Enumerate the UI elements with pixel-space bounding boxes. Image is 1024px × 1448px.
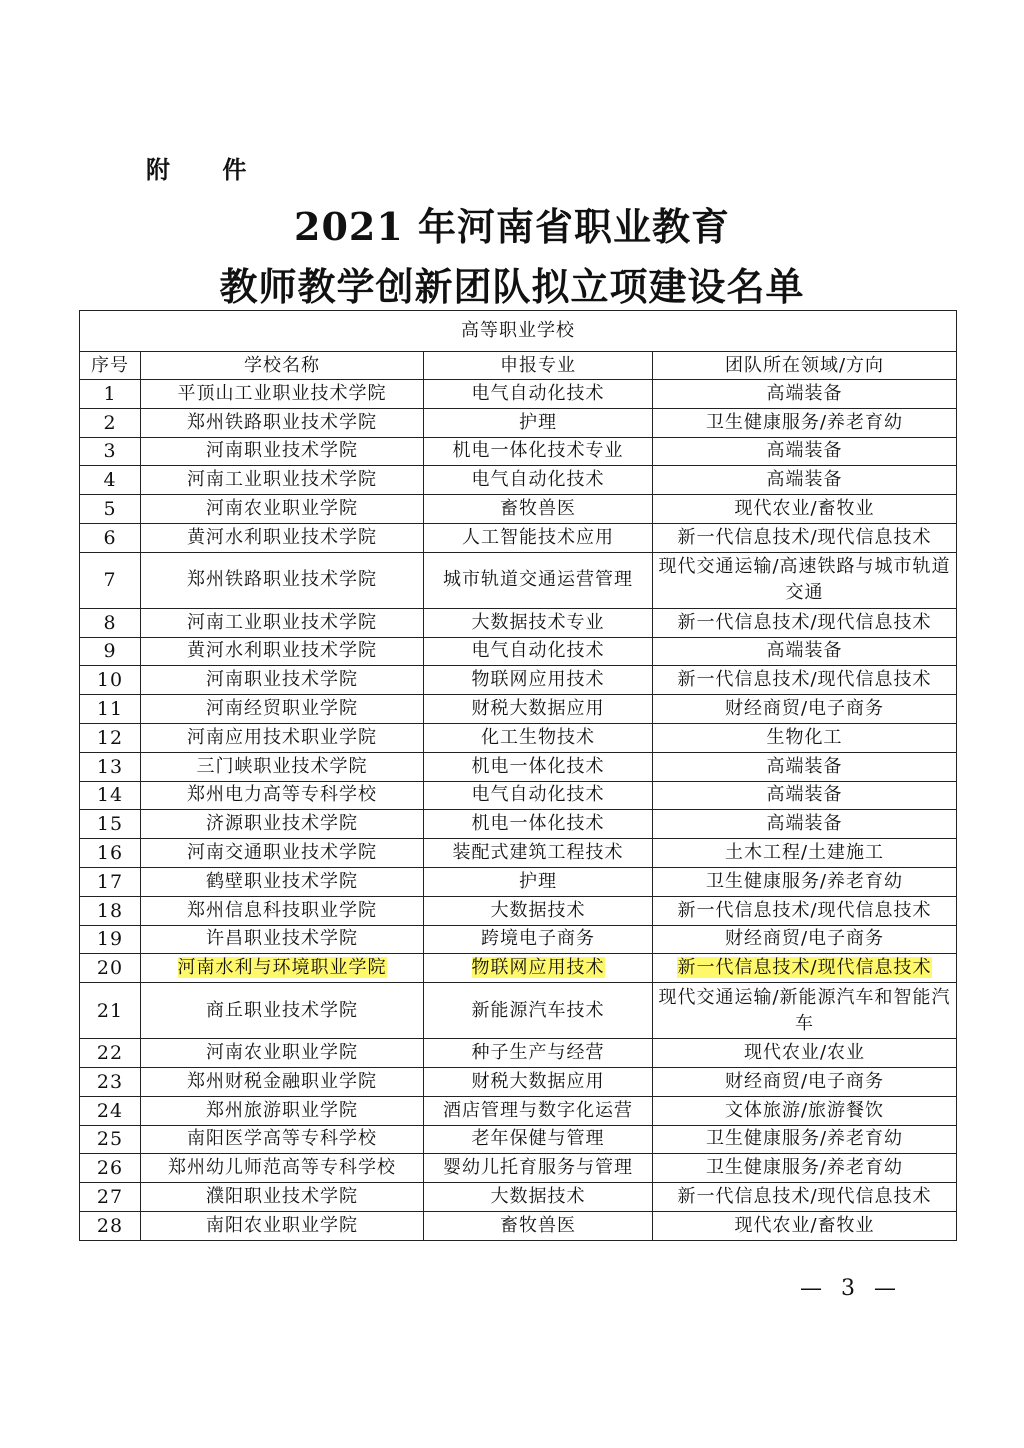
cell-field: 新一代信息技术/现代信息技术 (653, 523, 957, 552)
cell-major: 财税大数据应用 (424, 695, 653, 724)
cell-field: 新一代信息技术/现代信息技术 (653, 608, 957, 637)
table-row (80, 983, 957, 1039)
cell-major: 城市轨道交通运营管理 (424, 552, 653, 608)
cell-school: 黄河水利职业技术学院 (141, 637, 424, 666)
cell-school: 许昌职业技术学院 (141, 925, 424, 954)
table-row (80, 466, 957, 495)
header-major: 申报专业 (424, 352, 653, 380)
table-row (80, 1125, 957, 1154)
table-row (80, 666, 957, 695)
cell-school: 郑州铁路职业技术学院 (141, 552, 424, 608)
table-row (80, 781, 957, 810)
cell-field: 财经商贸/电子商务 (653, 695, 957, 724)
header-school: 学校名称 (141, 352, 424, 380)
cell-field: 财经商贸/电子商务 (653, 925, 957, 954)
cell-major: 畜牧兽医 (424, 495, 653, 524)
cell-major: 电气自动化技术 (424, 781, 653, 810)
cell-school: 郑州信息科技职业学院 (141, 896, 424, 925)
cell-field: 新一代信息技术/现代信息技术 (653, 666, 957, 695)
cell-school (141, 954, 424, 983)
cell-field: 新一代信息技术/现代信息技术 (653, 896, 957, 925)
category-label: 高等职业学校 (80, 311, 957, 352)
team-list-table (79, 310, 957, 1241)
cell-school: 平顶山工业职业技术学院 (141, 380, 424, 409)
table-row (80, 1183, 957, 1212)
cell-field: 现代交通运输/新能源汽车和智能汽车 (653, 983, 957, 1039)
cell-major: 畜牧兽医 (424, 1211, 653, 1240)
cell-field: 卫生健康服务/养老育幼 (653, 1125, 957, 1154)
table-row (80, 1154, 957, 1183)
cell-field: 高端装备 (653, 380, 957, 409)
highlight-mark: 河南水利与环境职业学院 (177, 957, 387, 979)
table-row (80, 1211, 957, 1240)
cell-seq: 25 (80, 1125, 141, 1154)
cell-field: 文体旅游/旅游餐饮 (653, 1096, 957, 1125)
cell-seq: 2 (80, 408, 141, 437)
cell-seq: 13 (80, 752, 141, 781)
cell-seq: 27 (80, 1183, 141, 1212)
cell-seq: 8 (80, 608, 141, 637)
table-row (80, 495, 957, 524)
cell-school: 鹤壁职业技术学院 (141, 867, 424, 896)
cell-major: 老年保健与管理 (424, 1125, 653, 1154)
cell-seq: 21 (80, 983, 141, 1039)
table-row (80, 695, 957, 724)
cell-field: 现代农业/农业 (653, 1039, 957, 1068)
cell-school: 郑州电力高等专科学校 (141, 781, 424, 810)
cell-school: 南阳农业职业学院 (141, 1211, 424, 1240)
table-body (80, 380, 957, 1241)
cell-school: 黄河水利职业技术学院 (141, 523, 424, 552)
cell-seq: 9 (80, 637, 141, 666)
cell-seq: 10 (80, 666, 141, 695)
cell-field: 卫生健康服务/养老育幼 (653, 1154, 957, 1183)
cell-seq: 15 (80, 810, 141, 839)
cell-major: 婴幼儿托育服务与管理 (424, 1154, 653, 1183)
cell-field: 新一代信息技术/现代信息技术 (653, 1183, 957, 1212)
cell-school: 河南应用技术职业学院 (141, 723, 424, 752)
cell-field: 现代交通运输/高速铁路与城市轨道交通 (653, 552, 957, 608)
cell-school: 郑州财税金融职业学院 (141, 1067, 424, 1096)
table-row (80, 408, 957, 437)
cell-seq: 24 (80, 1096, 141, 1125)
cell-field: 土木工程/土建施工 (653, 839, 957, 868)
cell-major: 跨境电子商务 (424, 925, 653, 954)
highlight-mark: 物联网应用技术 (471, 957, 605, 979)
cell-school: 河南交通职业技术学院 (141, 839, 424, 868)
cell-major: 机电一体化技术 (424, 752, 653, 781)
cell-school: 河南农业职业学院 (141, 1039, 424, 1068)
cell-school: 河南职业技术学院 (141, 666, 424, 695)
table-row (80, 896, 957, 925)
document-title-line1: 2021 年河南省职业教育 (294, 204, 730, 249)
cell-seq: 17 (80, 867, 141, 896)
table-row (80, 380, 957, 409)
cell-seq: 3 (80, 437, 141, 466)
cell-field: 卫生健康服务/养老育幼 (653, 867, 957, 896)
cell-school: 郑州旅游职业学院 (141, 1096, 424, 1125)
cell-major: 新能源汽车技术 (424, 983, 653, 1039)
cell-major: 大数据技术专业 (424, 608, 653, 637)
cell-major: 机电一体化技术专业 (424, 437, 653, 466)
table-row (80, 523, 957, 552)
cell-major: 护理 (424, 867, 653, 896)
cell-seq: 11 (80, 695, 141, 724)
cell-major: 电气自动化技术 (424, 380, 653, 409)
cell-major: 酒店管理与数字化运营 (424, 1096, 653, 1125)
table-row (80, 552, 957, 608)
cell-school: 郑州铁路职业技术学院 (141, 408, 424, 437)
cell-field: 现代农业/畜牧业 (653, 495, 957, 524)
cell-field: 高端装备 (653, 781, 957, 810)
cell-major: 装配式建筑工程技术 (424, 839, 653, 868)
table-row (80, 637, 957, 666)
cell-seq: 5 (80, 495, 141, 524)
table-row (80, 1067, 957, 1096)
cell-field: 生物化工 (653, 723, 957, 752)
cell-major: 种子生产与经营 (424, 1039, 653, 1068)
cell-field: 高端装备 (653, 752, 957, 781)
cell-major: 护理 (424, 408, 653, 437)
cell-seq: 28 (80, 1211, 141, 1240)
cell-seq: 16 (80, 839, 141, 868)
cell-major (424, 954, 653, 983)
cell-major: 电气自动化技术 (424, 466, 653, 495)
cell-seq: 23 (80, 1067, 141, 1096)
table-row (80, 954, 957, 983)
table-row (80, 925, 957, 954)
cell-major: 大数据技术 (424, 896, 653, 925)
cell-school: 郑州幼儿师范高等专科学校 (141, 1154, 424, 1183)
cell-field: 卫生健康服务/养老育幼 (653, 408, 957, 437)
cell-school: 河南农业职业学院 (141, 495, 424, 524)
cell-school: 河南职业技术学院 (141, 437, 424, 466)
table-row (80, 437, 957, 466)
highlight-mark: 新一代信息技术/现代信息技术 (677, 957, 932, 979)
cell-major: 大数据技术 (424, 1183, 653, 1212)
cell-seq: 26 (80, 1154, 141, 1183)
table-row (80, 752, 957, 781)
document-title-line2: 教师教学创新团队拟立项建设名单 (219, 264, 805, 309)
table-row (80, 867, 957, 896)
header-field: 团队所在领域/方向 (653, 352, 957, 380)
cell-field: 高端装备 (653, 437, 957, 466)
cell-seq: 6 (80, 523, 141, 552)
table-row (80, 810, 957, 839)
cell-field (653, 954, 957, 983)
table-row (80, 723, 957, 752)
cell-major: 人工智能技术应用 (424, 523, 653, 552)
cell-field: 财经商贸/电子商务 (653, 1067, 957, 1096)
cell-seq: 18 (80, 896, 141, 925)
table-row (80, 1039, 957, 1068)
page-number: — 3 — (800, 1276, 902, 1301)
cell-major: 物联网应用技术 (424, 666, 653, 695)
cell-field: 高端装备 (653, 466, 957, 495)
header-row (80, 352, 957, 380)
cell-field: 现代农业/畜牧业 (653, 1211, 957, 1240)
cell-seq: 19 (80, 925, 141, 954)
cell-school: 河南经贸职业学院 (141, 695, 424, 724)
cell-school: 济源职业技术学院 (141, 810, 424, 839)
cell-seq: 22 (80, 1039, 141, 1068)
cell-major: 机电一体化技术 (424, 810, 653, 839)
cell-major: 财税大数据应用 (424, 1067, 653, 1096)
cell-school: 三门峡职业技术学院 (141, 752, 424, 781)
cell-seq: 1 (80, 380, 141, 409)
cell-major: 化工生物技术 (424, 723, 653, 752)
category-row (80, 311, 957, 352)
cell-field: 高端装备 (653, 637, 957, 666)
cell-school: 濮阳职业技术学院 (141, 1183, 424, 1212)
cell-seq: 4 (80, 466, 141, 495)
attachment-label: 附 件 (146, 156, 269, 184)
cell-field: 高端装备 (653, 810, 957, 839)
cell-seq: 20 (80, 954, 141, 983)
cell-seq: 14 (80, 781, 141, 810)
table-row (80, 1096, 957, 1125)
cell-seq: 7 (80, 552, 141, 608)
cell-school: 南阳医学高等专科学校 (141, 1125, 424, 1154)
cell-school: 河南工业职业技术学院 (141, 608, 424, 637)
cell-seq: 12 (80, 723, 141, 752)
table-row (80, 839, 957, 868)
cell-school: 河南工业职业技术学院 (141, 466, 424, 495)
table-row (80, 608, 957, 637)
cell-school: 商丘职业技术学院 (141, 983, 424, 1039)
cell-major: 电气自动化技术 (424, 637, 653, 666)
header-seq: 序号 (80, 352, 141, 380)
